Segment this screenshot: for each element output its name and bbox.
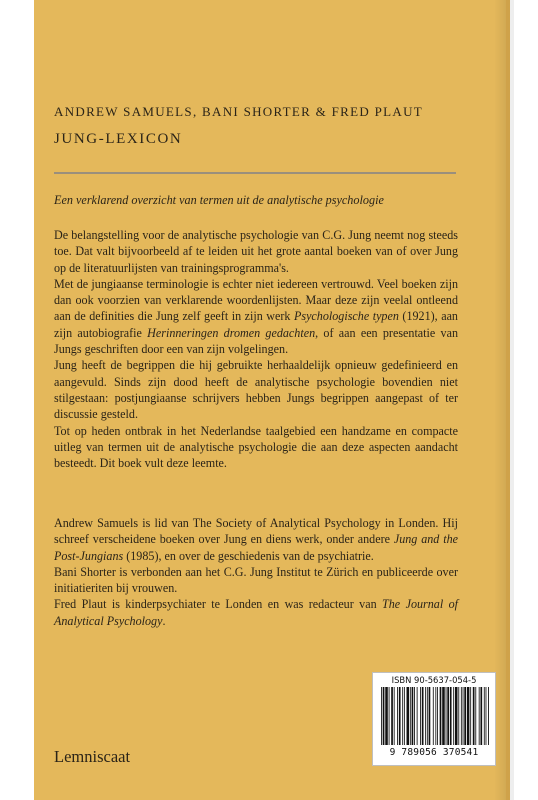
bio-paragraph (54, 596, 458, 629)
book-title: JUNG-LEXICON (54, 131, 183, 147)
blurb-paragraph: Tot op heden ontbrak in het Nederlandse taalgebied een handzame en compacte uitleg van termen uit de analytische psychologie die aan deze aspecten aandacht besteedt. Dit boek vult deze leemte. (54, 423, 458, 471)
bio-paragraph: Bani Shorter is verbonden aan het C.G. Jung Institut te Zürich en publiceerde over initiatieriten bij vrouwen. (54, 564, 458, 596)
bio-paragraph (54, 515, 458, 564)
blurb-text: Met de jungiaanse terminologie is echter niet iedereen vertrouwd. Veel boeken zijn dan ook voorzien van verklarende woordenlijsten. Maar deze zijn veelal ontleend aan de definities die Jung zelf geeft in zijn werk (54, 276, 458, 324)
journal-title: The Journal of Analytical Psychology (54, 597, 459, 628)
bio-text: Fred Plaut is kinderpsychiater te Londen en was redacteur van (54, 597, 377, 612)
work-title: Jung and the Post-Jungians (54, 532, 458, 563)
blurb-text: (1921), aan zijn autobiografie (54, 309, 458, 340)
blurb-paragraph (54, 276, 458, 357)
ean-number: 9 789056 370541 (389, 747, 479, 758)
bio-text: Andrew Samuels is lid van The Society of Analytical Psychology in Londen. Hij schreef verscheidene boeken over Jung en diens werk, onder andere (54, 516, 458, 547)
book-subtitle: Een verklarend overzicht van termen uit de analytische psychologie (54, 193, 384, 207)
blurb-text: , of aan een presentatie van Jungs geschriften door een van zijn volgelingen. (54, 325, 458, 357)
barcode-label (372, 672, 496, 766)
bio-text: . (162, 613, 166, 628)
work-title: Psychologische typen (293, 309, 399, 324)
blurb-paragraph: De belangstelling voor de analytische psychologie van C.G. Jung neemt nog steeds toe. Dat valt bijvoorbeeld af te leiden uit het grote aantal boeken van of over Jung op de literatuurlijsten van trainingsprogramma's. (54, 228, 458, 275)
blurb-paragraph: Jung heeft de begrippen die hij gebruikte herhaaldelijk opnieuw gedefinieerd en aangevuld. Sinds zijn dood heeft de analytische psychologie bovendien niet stilgestaan: postjungiaanse schrijvers hebben Jungs begrippen aangepast of ter discussie gesteld. (54, 358, 458, 422)
author-names: ANDREW SAMUELS, BANI SHORTER & FRED PLAUT (54, 104, 423, 119)
blurb (54, 227, 458, 471)
author-bios (54, 515, 458, 629)
publisher-name: Lemniscaat (54, 747, 131, 766)
bio-text: (1985), en over de geschiedenis van de psychiatrie. (126, 548, 374, 563)
barcode-icon (381, 687, 489, 745)
work-title: Herinneringen dromen gedachten (147, 325, 316, 340)
isbn-number: ISBN 90-5637-054-5 (391, 675, 477, 685)
divider-rule (54, 172, 456, 174)
